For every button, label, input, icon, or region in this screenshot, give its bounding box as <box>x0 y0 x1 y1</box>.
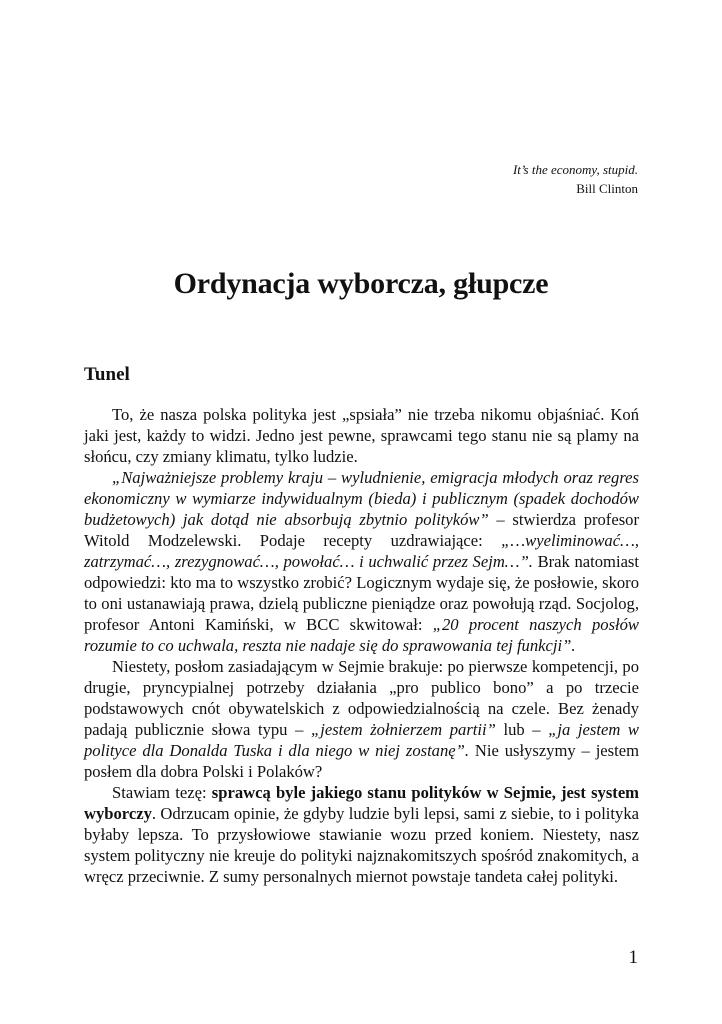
paragraph-3 <box>84 656 639 782</box>
paragraph-3-tail: Nie usłyszymy – jestem posłem dla dobra Polski i Polaków? <box>84 741 640 781</box>
epigraph <box>513 160 638 198</box>
paragraph-3-mid: lub – <box>495 720 549 739</box>
body-text <box>84 404 639 887</box>
modzelewski-quote: „Najważniejsze problemy kraju – wyludnienie, emigracja młodych oraz regres ekonomiczny w wymiarze indywidualnym (bieda) i publicznym (spadek dochodów budżetowych) jak dotąd nie absorbują zbytnio polityków” <box>84 468 639 529</box>
section-title: Tunel <box>84 364 130 385</box>
soldier-quote: „jestem żołnierzem partii” <box>310 720 496 739</box>
paragraph-3-start: Niestety, posłom zasiadającym w Sejmie brakuje: po pierwsze kompetencji, po drugie, pryncypialnej potrzeby działania „pro publico bono” a po trzecie podstawowych cnót obywatelskich z odpowiedzialnością na czele. Bez żenady padają publicznie słowa typu – <box>84 657 639 739</box>
paragraph-4-tail: . Odrzucam opinie, że gdyby ludzie byli lepsi, sami z siebie, to i polityka byłaby lepsza. To przysłowiowe stawianie wozu przed koniem. Niestety, nasz system polityczny nie kreuje do polityki najznakomitszych spośród znakomitych, a wręcz przeciwnie. Z sumy personalnych miernot powstaje tandeta całej polityki. <box>84 804 639 886</box>
epigraph-quote: It’s the economy, stupid. <box>512 162 638 177</box>
page-number: 1 <box>628 947 638 968</box>
thesis-bold: sprawcą byle jakiego stanu polityków w Sejmie, jest system wyborczy <box>84 783 640 823</box>
paragraph-2 <box>84 467 639 656</box>
tusk-quote: „ja jestem w polityce dla Donalda Tuska i dla niego w niej zostanę”. <box>84 720 640 760</box>
paragraph-4-start: Stawiam tezę: <box>112 783 212 802</box>
paragraph-2-mid: – stwierdza profesor Witold Modzelewski. Podaje recepty uzdrawiające: <box>84 510 639 550</box>
paragraph-1: To, że nasza polska polityka jest „spsiała” nie trzeba nikomu objaśniać. Koń jaki jest, każdy to widzi. Jedno jest pewne, sprawcami tego stanu nie są plamy na słońcu, czy zmiany klimatu, tylko ludzie. <box>84 405 639 466</box>
paragraph-2-tail: Brak natomiast odpowiedzi: kto ma to wszystko zrobić? Logicznym wydaje się, że posłowie, skoro to oni ustanawiają prawa, dzielą publiczne pieniądze oraz powołują rząd. Socjolog, profesor Antoni Kamiński, w BCC skwitował: <box>84 552 639 634</box>
epigraph-author: Bill Clinton <box>576 181 638 196</box>
kaminski-quote: „20 procent naszych posłów rozumie to co uchwala, reszta nie nadaje się do sprawowania tej funkcji”. <box>84 615 639 655</box>
recipes-quote: „…wyeliminować…, zatrzymać…, zrezygnować…, powołać… i uchwalić przez Sejm…”. <box>84 531 639 571</box>
paragraph-4 <box>84 782 639 887</box>
chapter-title: Ordynacja wyborcza, głupcze <box>173 267 549 300</box>
